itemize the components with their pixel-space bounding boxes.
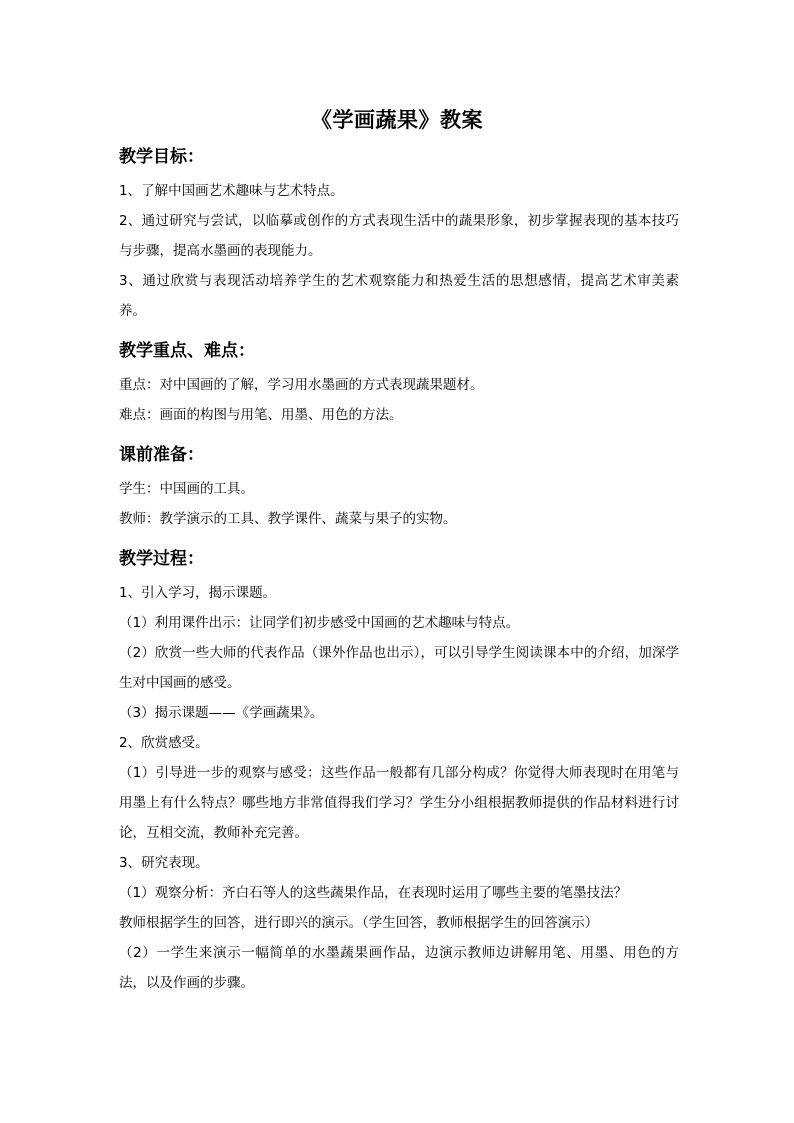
document-title: 《学画蔬果》教案 (311, 108, 483, 132)
paragraph: （2）一学生来演示一幅简单的水墨蔬果画作品，边演示教师边讲解用笔、用墨、用色的方法，以及作画的步骤。 (119, 945, 679, 991)
paragraph: （1）引导进一步的观察与感受：这些作品一般都有几部分构成？你觉得大师表现时在用笔与用墨上有什么特点？哪些地方非常值得我们学习？学生分小组根据教师提供的作品材料进行讨论，互相交流，教师补充完善。 (119, 765, 679, 841)
section-key-points (119, 334, 679, 430)
paragraph: 2、欣赏感受。 (119, 735, 209, 751)
paragraph: （2）欣赏一些大师的代表作品（课外作品也出示），可以引导学生阅读课本中的介绍，加深学生对中国画的感受。 (119, 645, 679, 691)
paragraph: 3、研究表现。 (119, 855, 209, 871)
paragraph: 1、了解中国画艺术趣味与艺术特点。 (119, 183, 344, 199)
paragraph: 学生：中国画的工具。 (119, 481, 254, 497)
paragraph: （1）利用课件出示：让同学们初步感受中国画的艺术趣味与特点。 (119, 615, 520, 631)
paragraph: 1、引入学习，揭示课题。 (119, 585, 277, 601)
paragraph: 重点：对中国画的了解，学习用水墨画的方式表现蔬果题材。 (119, 377, 484, 393)
paragraph: 教师根据学生的回答，进行即兴的演示。（学生回答，教师根据学生的回答演示） (119, 915, 599, 931)
section-teaching-process (119, 542, 679, 998)
paragraph: 3、通过欣赏与表现活动培养学生的艺术观察能力和热爱生活的思想感情，提高艺术审美素养。 (119, 273, 679, 319)
section-preparation (119, 438, 679, 534)
paragraph: （1）观察分析：齐白石等人的这些蔬果作品，在表现时运用了哪些主要的笔墨技法？ (119, 885, 628, 901)
paragraph: 教师：教学演示的工具、教学课件、蔬菜与果子的实物。 (119, 511, 457, 527)
section-heading: 教学重点、难点： (119, 341, 255, 361)
document-body (119, 140, 679, 998)
section-teaching-goals (119, 140, 679, 326)
section-heading: 教学目标： (119, 147, 204, 167)
section-heading: 教学过程： (119, 549, 204, 569)
paragraph: （3）揭示课题——《学画蔬果》。 (119, 705, 324, 721)
paragraph: 难点：画面的构图与用笔、用墨、用色的方法。 (119, 407, 403, 423)
paragraph: 2、通过研究与尝试，以临摹或创作的方式表现生活中的蔬果形象，初步掌握表现的基本技巧与步骤，提高水墨画的表现能力。 (119, 213, 679, 259)
section-heading: 课前准备： (119, 445, 204, 465)
